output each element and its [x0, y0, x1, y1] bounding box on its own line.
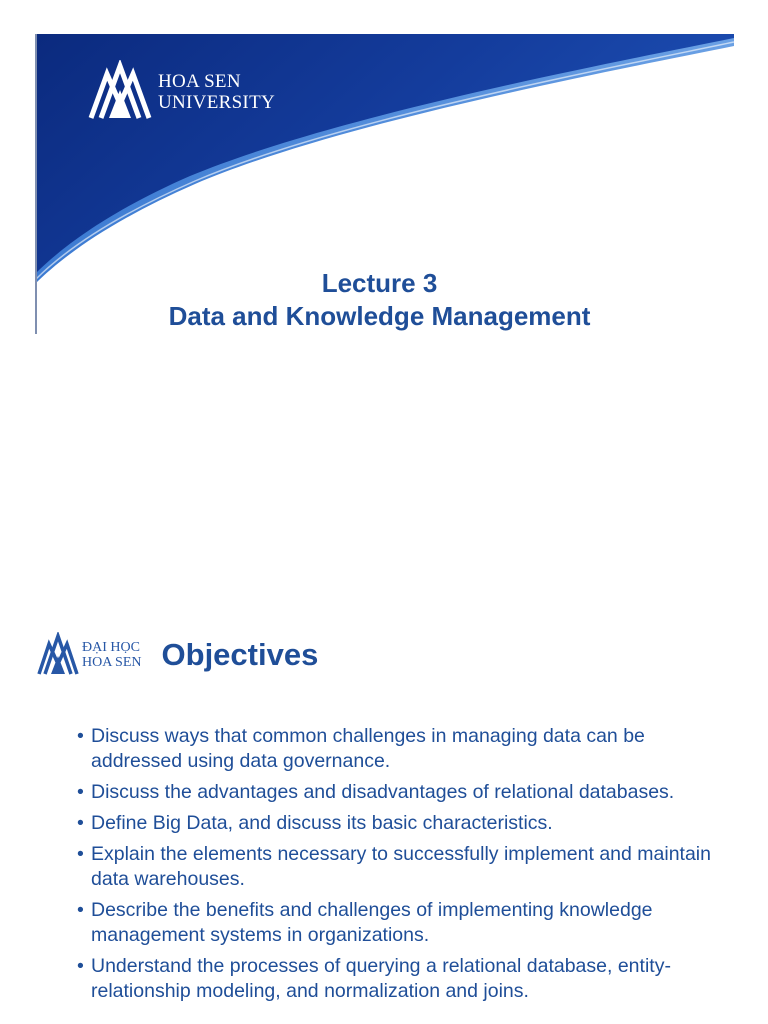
title-slide: [35, 34, 734, 334]
logo-line-2: UNIVERSITY: [158, 92, 275, 113]
list-item: • Explain the elements necessary to successfully implement and maintain data warehouses.: [77, 842, 717, 892]
objectives-slide: [35, 620, 734, 1024]
slide-title: Objectives: [161, 637, 319, 672]
lecture-topic: Data and Knowledge Management: [168, 301, 591, 331]
university-name: [158, 71, 275, 113]
small-logo-text: [82, 640, 142, 670]
lotus-logo-icon: [87, 60, 153, 124]
slide-header: [37, 632, 318, 678]
small-logo-line-2: HOA SEN: [82, 655, 142, 670]
logo-line-1: HOA SEN: [158, 71, 241, 92]
list-item: • Understand the processes of querying a relational database, entity-relationship modeling, and normalization and joins.: [77, 954, 717, 1004]
university-logo: [87, 60, 275, 124]
list-item: • Discuss ways that common challenges in managing data can be addressed using data governance.: [77, 724, 717, 774]
list-item: • Define Big Data, and discuss its basic characteristics.: [77, 811, 717, 836]
lecture-title: [35, 267, 724, 333]
list-item: • Discuss the advantages and disadvantages of relational databases.: [77, 780, 717, 805]
small-logo-line-1: ĐẠI HỌC: [82, 640, 140, 655]
objectives-list: [77, 724, 717, 1010]
list-item: • Describe the benefits and challenges of implementing knowledge management systems in organizations.: [77, 898, 717, 948]
lotus-logo-icon: [37, 632, 79, 678]
lecture-number: Lecture 3: [321, 268, 438, 298]
